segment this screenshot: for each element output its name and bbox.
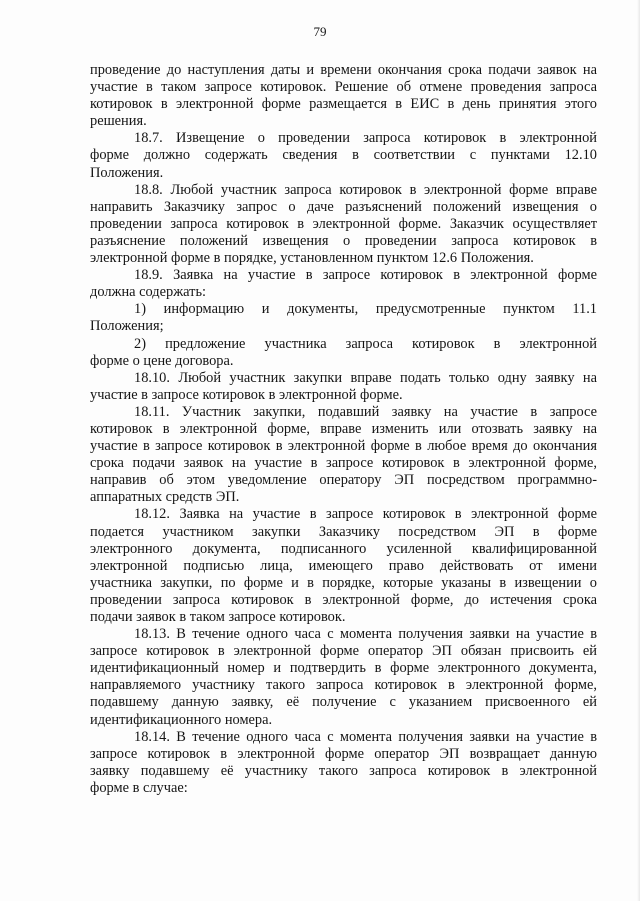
text-line: форме должно содержать сведения в соответствии с пунктами 12.10	[90, 147, 597, 164]
text-line: подавшему данную заявку, её получение с указанием присвоенного ей	[90, 694, 597, 711]
text-line: Положения.	[90, 164, 164, 181]
text-line: электронной форме в порядке, установленном пунктом 12.6 Положения.	[90, 250, 534, 267]
paragraph-p18_13	[90, 626, 597, 729]
text-line: 18.12. Заявка на участие в запросе котировок в электронной форме	[134, 506, 597, 523]
text-line: Положения;	[90, 318, 164, 335]
paragraph-p18_9	[90, 267, 597, 301]
paragraph-p18_12	[90, 506, 597, 626]
text-line: 18.13. В течение одного часа с момента получения заявки на участие в	[134, 626, 597, 643]
text-line: участие в запросе котировок в электронной форме.	[90, 386, 403, 403]
text-line: срока подачи заявок на участие в запросе котировок в электронной форме,	[90, 455, 597, 472]
text-line: запросе котировок в электронной форме оператор ЭП возвращает данную	[90, 745, 597, 762]
body-text	[90, 62, 597, 797]
text-line: 18.14. В течение одного часа с момента получения заявки на участие в	[134, 728, 597, 745]
text-line: разъяснение положений извещения о проведении запроса котировок в	[90, 232, 597, 249]
text-line: аппаратных средств ЭП.	[90, 489, 240, 506]
text-line: направляемого участнику такого запроса котировок в электронной форме,	[90, 677, 597, 694]
text-line: подачи заявок в таком запросе котировок.	[90, 609, 346, 625]
page-number: 79	[313, 24, 327, 39]
text-line: 18.8. Любой участник запроса котировок в электронной форме вправе	[134, 181, 597, 198]
paragraph-p18_8	[90, 182, 597, 267]
text-line: участие в таком запросе котировок. Решение об отмене проведения запроса	[90, 79, 597, 96]
text-line: проведении запроса котировок в электронной форме, до истечения срока	[90, 591, 597, 608]
text-line: форме о цене договора.	[90, 352, 234, 369]
text-line: решения.	[90, 113, 147, 130]
text-line: идентификационный номер и подтвердить в форме электронного документа,	[90, 660, 597, 677]
paragraph-p18_10	[90, 370, 597, 404]
text-line: 2) предложение участника запроса котировок в электронной	[134, 335, 597, 352]
text-line: направить Заказчику запрос о даче разъяснений положений извещения о	[90, 198, 597, 215]
text-line: электронного документа, подписанного усиленной квалифицированной	[90, 540, 597, 557]
text-line: участие в запросе котировок в электронной форме в любое время до окончания	[90, 438, 597, 455]
text-line: 18.10. Любой участник закупки вправе подать только одну заявку на	[134, 369, 597, 386]
paragraph-p0	[90, 62, 597, 130]
text-line: форме в случае:	[90, 779, 188, 796]
text-line: 18.11. Участник закупки, подавший заявку на участие в запросе	[134, 403, 597, 420]
paragraph-p18_9_2	[90, 336, 597, 370]
text-line: должна содержать:	[90, 284, 207, 301]
paragraph-p18_7	[90, 130, 597, 181]
text-line: идентификационного номера.	[90, 711, 273, 728]
paragraph-p18_14	[90, 729, 597, 797]
text-line: проведении запроса котировок в электронной форме. Заказчик осуществляет	[90, 215, 597, 232]
text-line: заявку подавшему её участнику такого запроса котировок в электронной	[90, 762, 597, 779]
text-line: направив об этом уведомление оператору ЭП посредством программно-	[90, 472, 597, 489]
text-line: проведение до наступления даты и времени окончания срока подачи заявок на	[90, 62, 597, 78]
text-line: подается участником закупки Заказчику посредством ЭП в форме	[90, 523, 597, 540]
text-line: котировок в электронной форме, вправе изменить или отозвать заявку на	[90, 420, 597, 437]
text-line: котировок в электронной форме размещается в ЕИС в день принятия этого	[90, 96, 597, 113]
paragraph-p18_9_1	[90, 301, 597, 335]
text-line: 18.9. Заявка на участие в запросе котировок в электронной форме	[134, 267, 597, 284]
text-line: участника закупки, по форме и в порядке, которые указаны в извещении о	[90, 574, 597, 591]
text-line: электронной подписью лица, имеющего право действовать от имени	[90, 557, 597, 574]
text-line: запросе котировок в электронной форме оператор ЭП обязан присвоить ей	[90, 643, 597, 660]
paragraph-p18_11	[90, 404, 597, 507]
text-line: 18.7. Извещение о проведении запроса котировок в электронной	[134, 130, 597, 147]
text-line: 1) информацию и документы, предусмотренные пунктом 11.1	[134, 301, 597, 318]
